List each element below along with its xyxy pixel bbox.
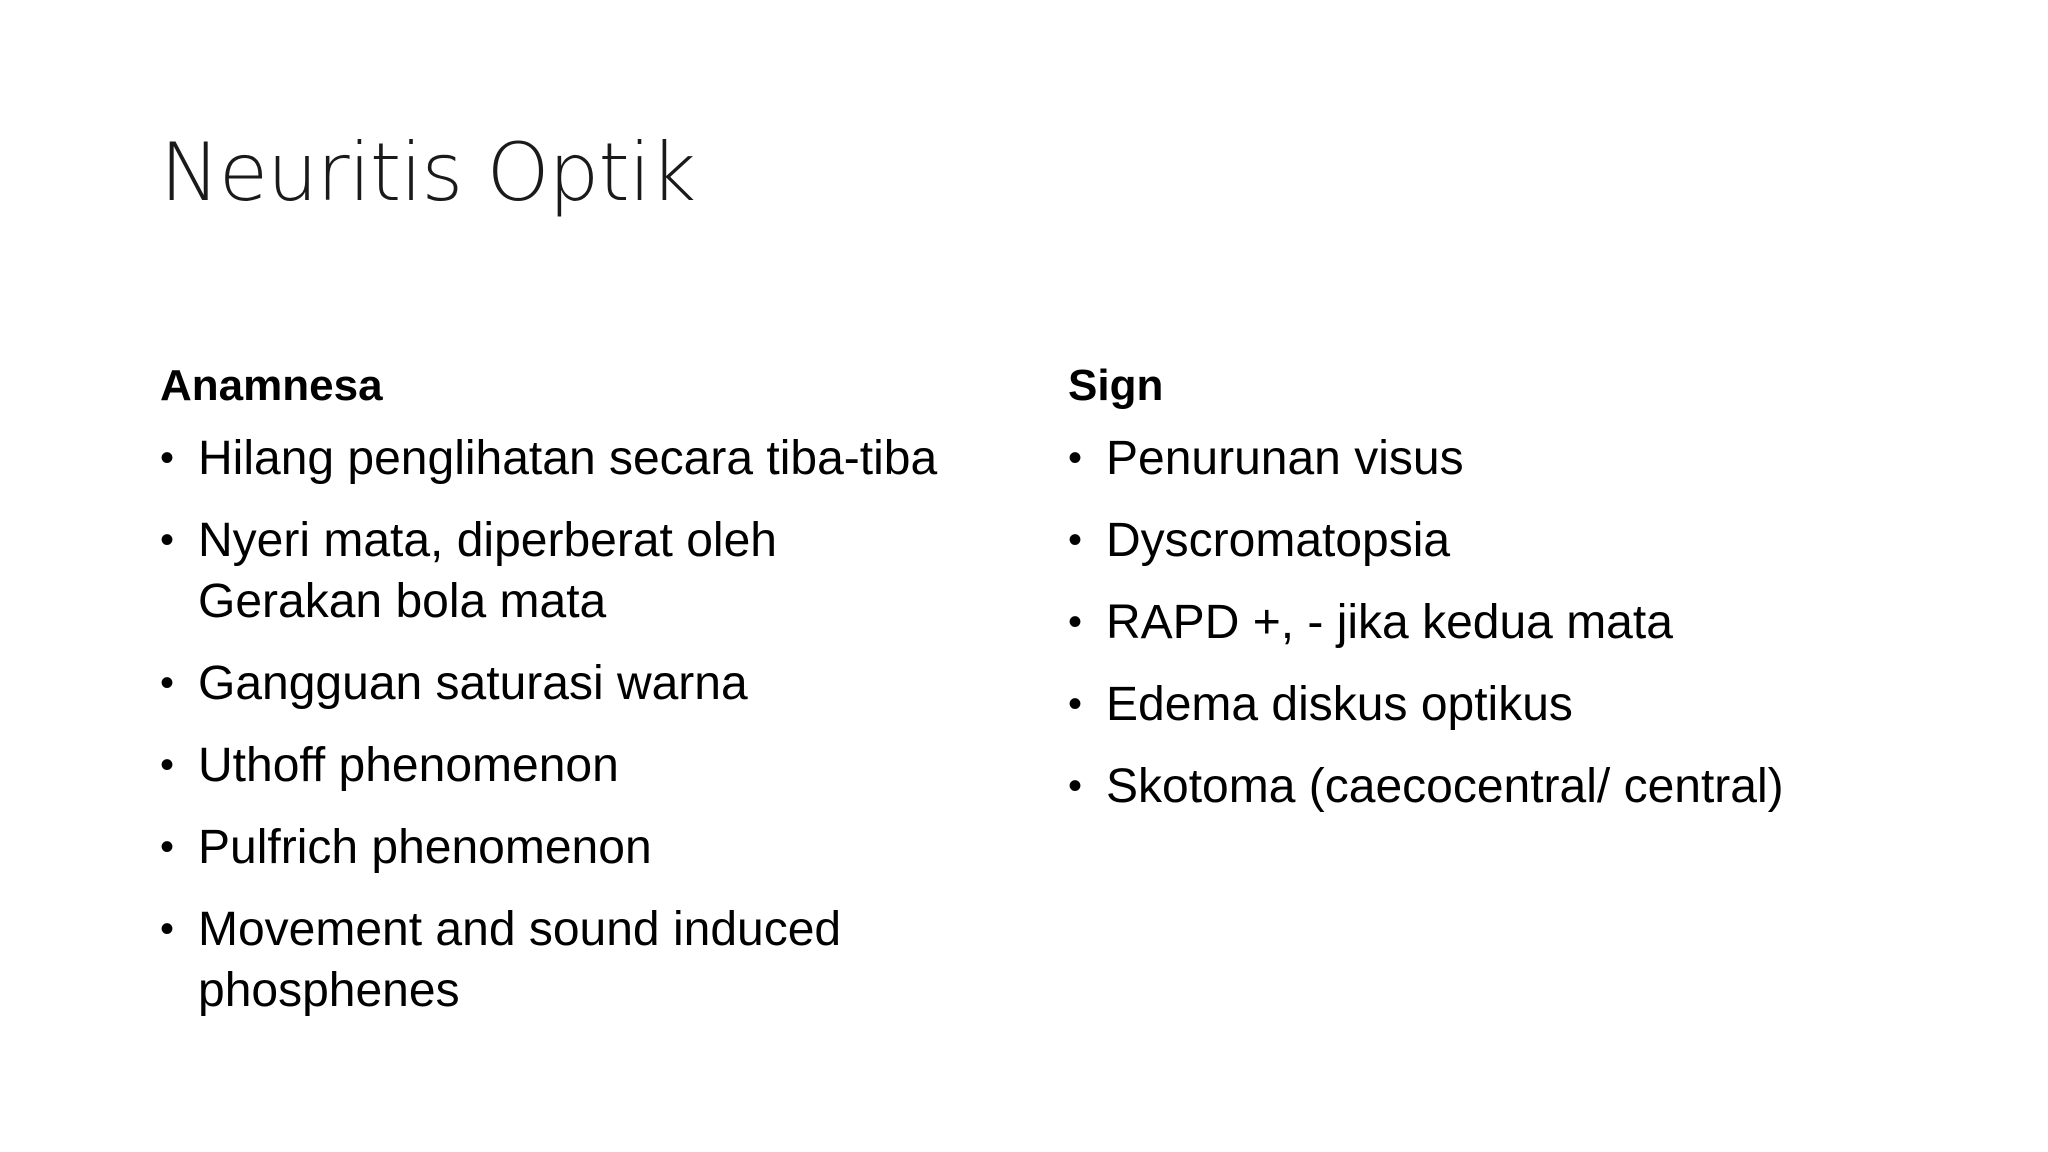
bullet-icon: •: [160, 743, 175, 787]
list-item-text: Nyeri mata, diperberat oleh Gerakan bola mata: [198, 514, 777, 628]
list-item-text: Uthoff phenomenon: [198, 739, 619, 792]
anamnesa-heading: Anamnesa: [160, 361, 383, 410]
list-item-text: Edema diskus optikus: [1106, 678, 1573, 731]
sign-column: [1068, 356, 1928, 838]
list-item: [1068, 428, 1928, 489]
anamnesa-list: [160, 428, 1020, 1021]
list-item: [160, 653, 1020, 714]
bullet-icon: •: [160, 661, 175, 705]
list-item-text: Skotoma (caecocentral/ central): [1106, 760, 1784, 813]
list-item: [160, 510, 898, 632]
list-item: [160, 899, 958, 1021]
list-item: [1068, 674, 1928, 735]
bullet-icon: •: [160, 518, 175, 562]
bullet-icon: •: [160, 825, 175, 869]
list-item-text: Hilang penglihatan secara tiba-tiba: [198, 432, 938, 485]
bullet-icon: •: [1068, 764, 1083, 808]
list-item-text: Penurunan visus: [1106, 432, 1464, 485]
slide-title: Neuritis Optik: [160, 126, 696, 219]
bullet-icon: •: [160, 436, 175, 480]
list-item: [1068, 592, 1928, 653]
sign-heading: Sign: [1068, 361, 1164, 410]
bullet-icon: •: [1068, 600, 1083, 644]
list-item-text: RAPD +, - jika kedua mata: [1106, 596, 1673, 649]
list-item: [1068, 510, 1928, 571]
list-item: [160, 735, 1020, 796]
bullet-icon: •: [1068, 436, 1083, 480]
list-item: [160, 817, 1020, 878]
anamnesa-column: [160, 356, 1020, 1042]
list-item-text: Movement and sound induced phosphenes: [198, 903, 842, 1017]
list-item-text: Dyscromatopsia: [1106, 514, 1451, 567]
bullet-icon: •: [160, 907, 175, 951]
list-item: [1068, 756, 1928, 817]
bullet-icon: •: [1068, 682, 1083, 726]
list-item-text: Pulfrich phenomenon: [198, 821, 652, 874]
bullet-icon: •: [1068, 518, 1083, 562]
list-item-text: Gangguan saturasi warna: [198, 657, 748, 710]
list-item: [160, 428, 1020, 489]
sign-list: [1068, 428, 1928, 817]
